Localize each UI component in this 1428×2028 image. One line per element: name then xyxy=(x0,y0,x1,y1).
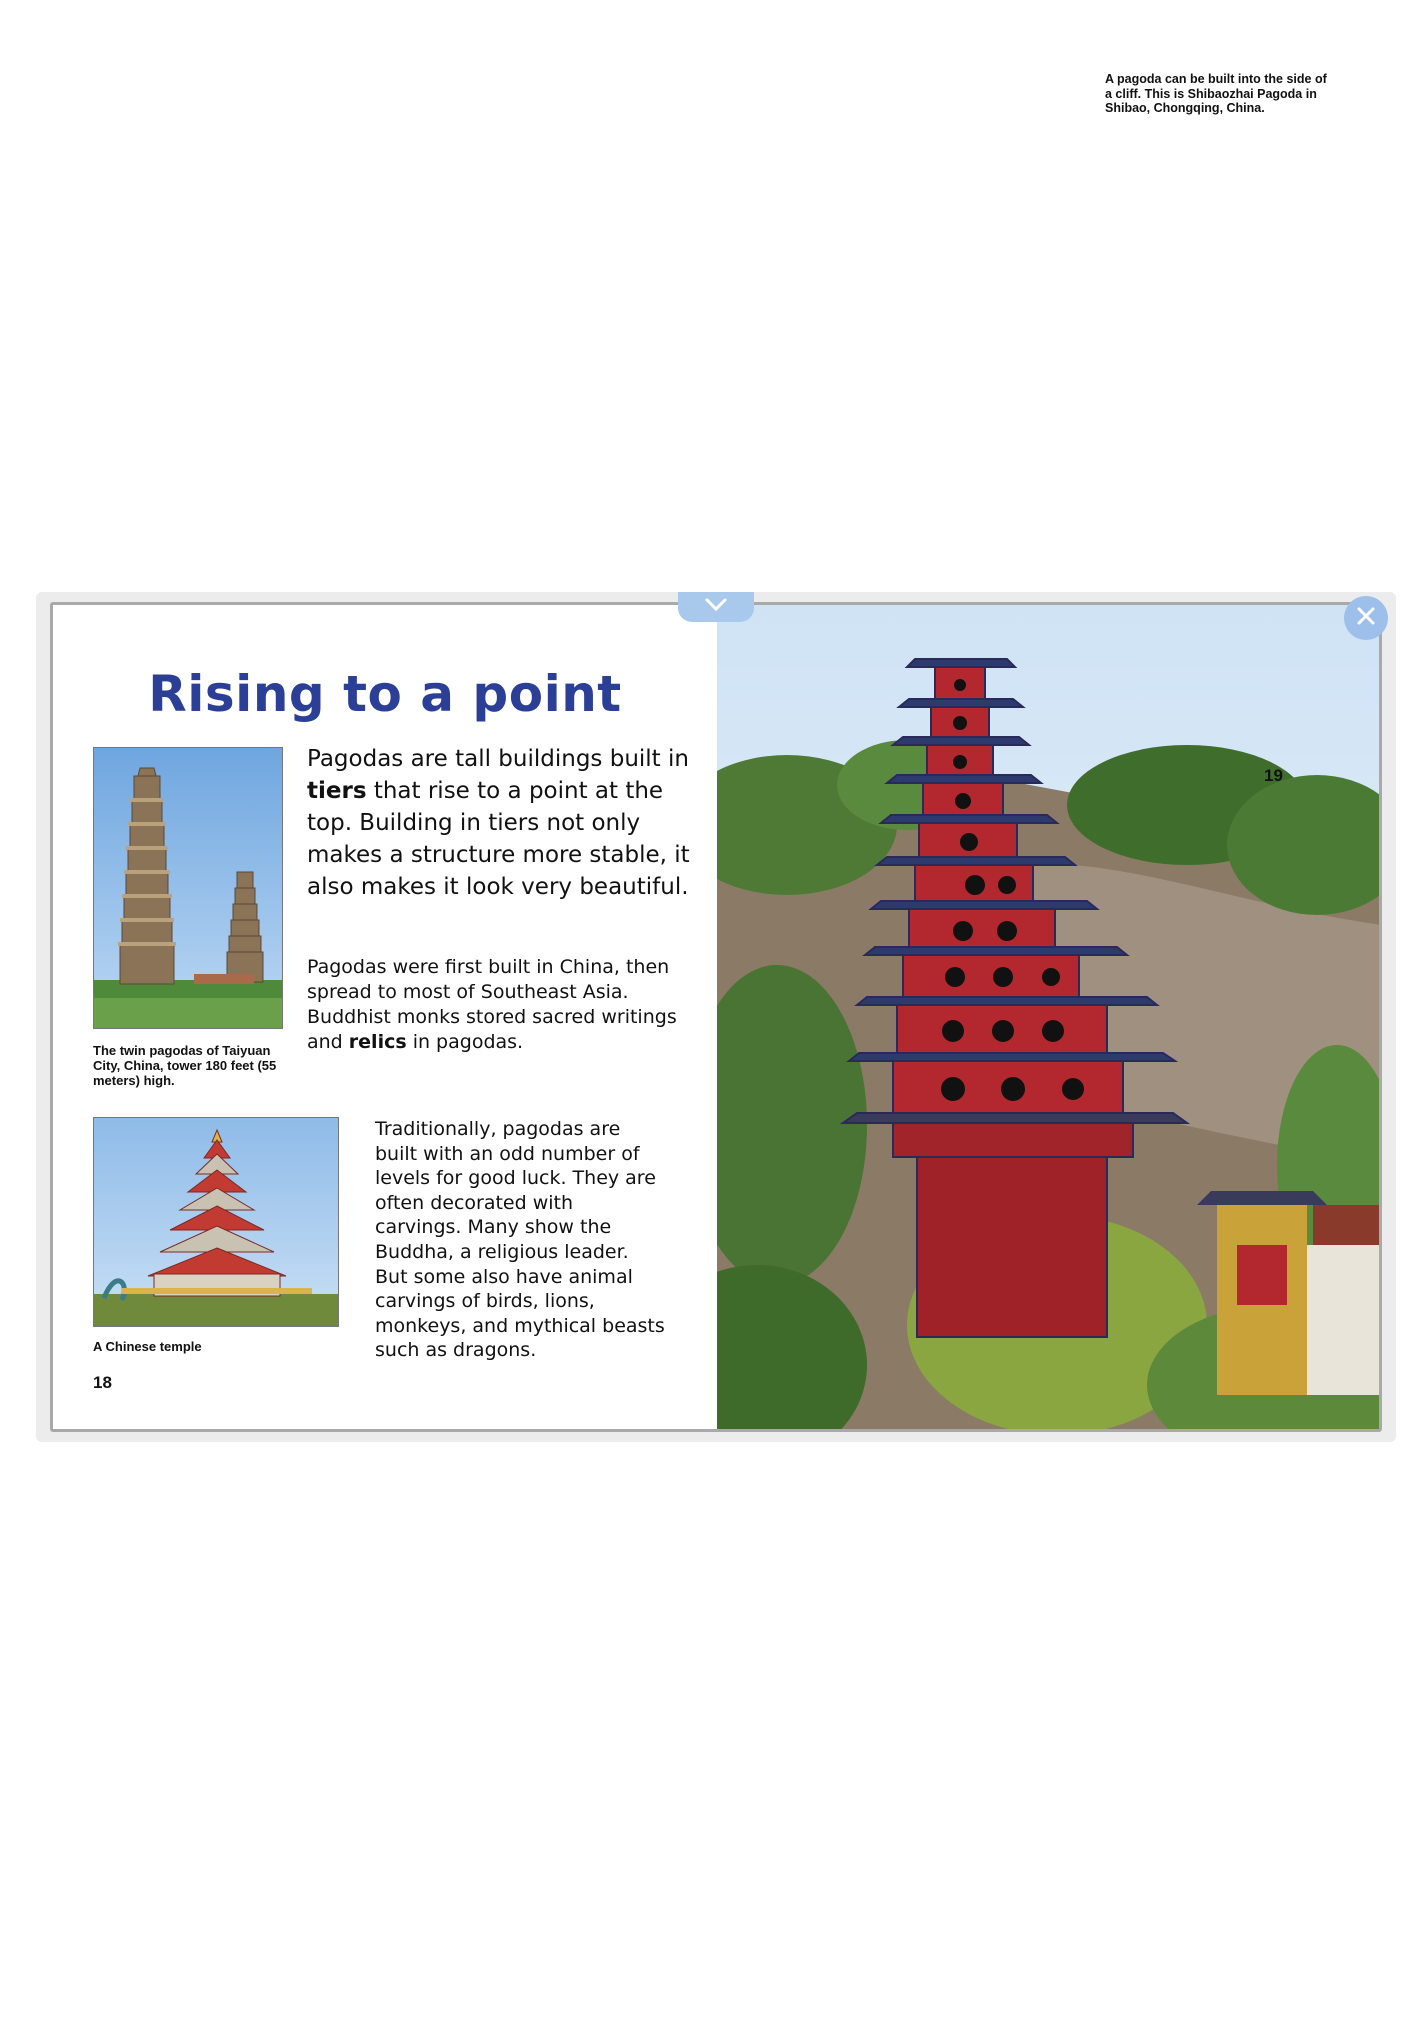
glossary-term-relics[interactable]: relics xyxy=(348,1031,407,1053)
twin-pagodas-photo xyxy=(93,747,283,1029)
shibaozhai-pagoda-photo xyxy=(717,605,1382,1429)
close-button[interactable] xyxy=(1344,596,1388,640)
intro-paragraph: Pagodas are tall buildings built in tiers that rise to a point at the top. Building in tiers not only makes a structure more stable, it also makes it look very beautiful. xyxy=(307,746,690,900)
right-page xyxy=(717,605,1382,1429)
page-number-left: 18 xyxy=(93,1373,112,1392)
glossary-term-tiers[interactable]: tiers xyxy=(307,778,367,804)
chinese-temple-photo xyxy=(93,1117,339,1327)
history-paragraph: Pagodas were first built in China, then spread to most of Southeast Asia. Buddhist monks stored sacred writings and relics in pagodas. xyxy=(307,956,677,1053)
tradition-paragraph: Traditionally, pagodas are built with an odd number of levels for good luck. They are often decorated with carvings. Many show the Buddha, a religious leader. But some also have animal carvings of birds, lions, monkeys, and mythical beasts such as dragons. xyxy=(375,1118,665,1362)
book-spread xyxy=(50,602,1382,1432)
chinese-temple-caption: A Chinese temple xyxy=(93,1339,202,1354)
chevron-down-icon xyxy=(703,597,729,617)
twin-pagodas-caption: The twin pagodas of Taiyuan City, China, tower 180 feet (55 meters) high. xyxy=(93,1043,277,1088)
shibaozhai-caption: A pagoda can be built into the side of a cliff. This is Shibaozhai Pagoda in Shibao, Chongqing, China. xyxy=(1105,72,1327,115)
page-title: Rising to a point xyxy=(148,665,622,723)
page-number-right: 19 xyxy=(1264,766,1283,785)
collapse-toolbar-button[interactable] xyxy=(678,592,754,622)
left-page xyxy=(53,605,717,1429)
close-icon xyxy=(1355,605,1377,631)
